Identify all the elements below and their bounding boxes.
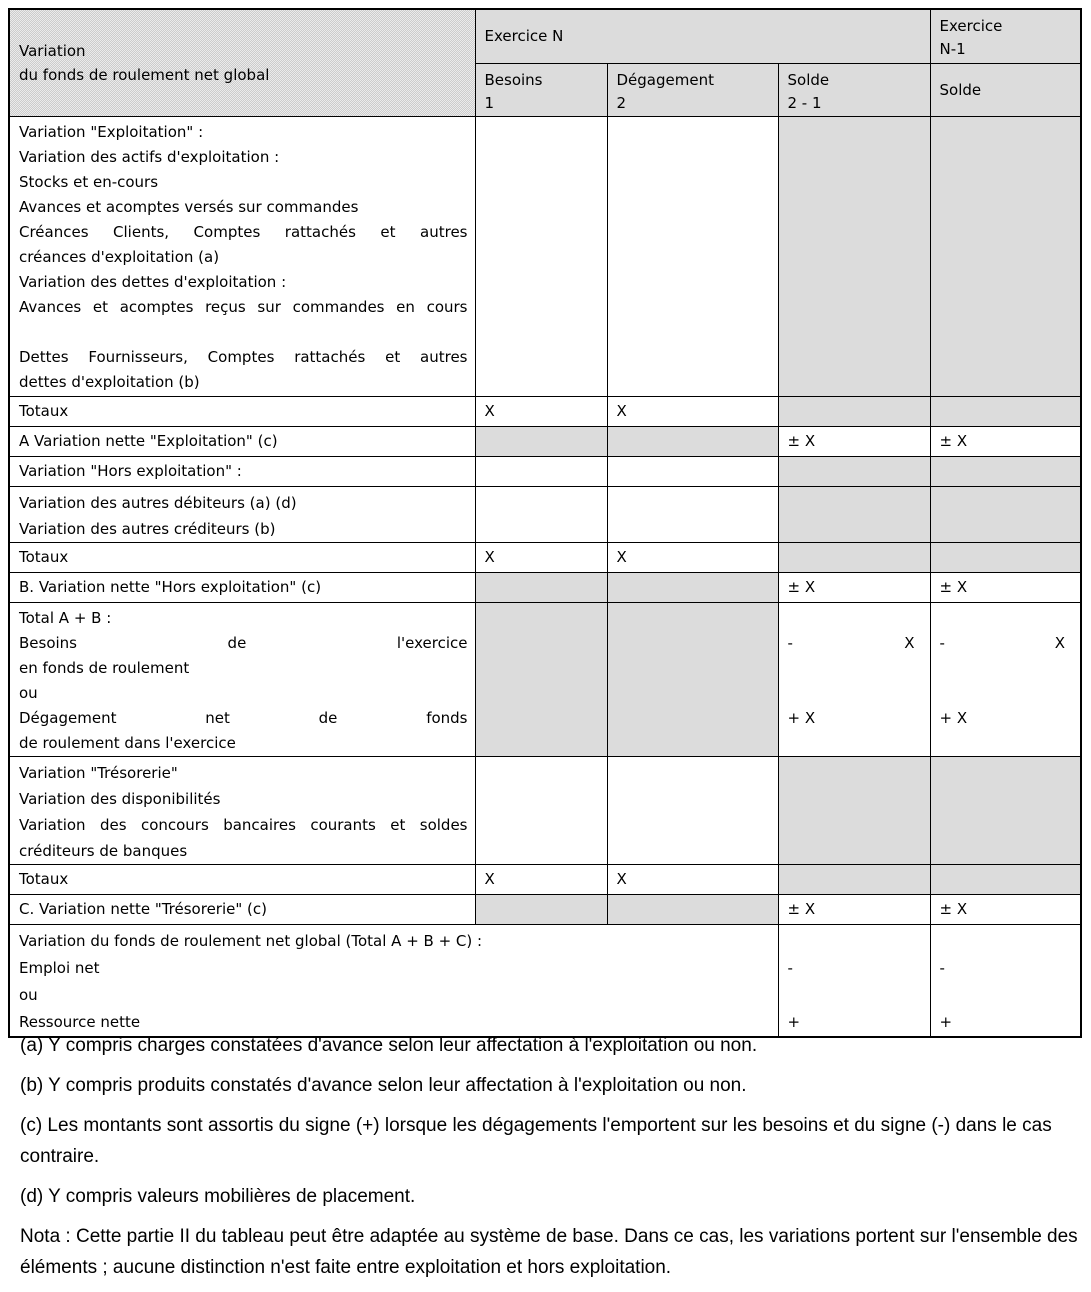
footnote-nota: Nota : Cette partie II du tableau peut être adaptée au système de base. Dans ce cas, les variations portent sur l'ensemble des éléments ; aucune distinction n'est faite entre exploitation et hors exploitation. <box>20 1226 1078 1278</box>
table-text-line: créances d'exploitation (a) <box>19 247 220 266</box>
header-solde-n1: Solde <box>930 63 1081 116</box>
cell-totaux-label: Totaux <box>9 542 475 572</box>
cell-totaux-label: Totaux <box>9 864 475 894</box>
table-text-line: Variation du fonds de roulement net global (Total A + B + C) : <box>19 931 483 950</box>
cell-a-label: A Variation nette "Exploitation" (c) <box>9 426 475 456</box>
value-line <box>940 928 1074 955</box>
cell-exploitation-n1 <box>930 116 1081 396</box>
cell-hors-header-solde <box>778 456 930 486</box>
header-row-1 <box>9 9 1081 63</box>
value-line-plus: + <box>787 1012 801 1031</box>
footnote-c: (c) Les montants sont assortis du signe (+) lorsque les dégagements l'emportent sur les besoins et du signe (-) dans le cas contraire. <box>20 1115 1052 1167</box>
minus-sign: - <box>787 633 793 652</box>
cell-b-solde: ± X <box>778 572 930 602</box>
cell-exploitation-degagement <box>607 116 778 396</box>
cell-exploitation-besoins <box>475 116 607 396</box>
header-text-line: 2 <box>616 93 627 112</box>
cell-totaux-n1 <box>930 864 1081 894</box>
cell-c-n1: ± X <box>930 894 1081 924</box>
header-degagement <box>607 63 778 116</box>
cell-exploitation-label <box>9 116 475 396</box>
value-line-minus: - <box>939 958 945 977</box>
cell-total-ab-label <box>9 602 475 756</box>
header-text-line: Exercice <box>939 17 1003 35</box>
table-text-line: Variation des concours bancaires courants et soldes <box>19 815 468 834</box>
footnote-a: (a) Y compris charges constatées d'avance selon leur affectation à l'exploitation ou non. <box>20 1035 758 1056</box>
table-text-line: Besoins de l'exercice <box>19 633 468 652</box>
value-line <box>940 731 1074 756</box>
header-text-line: N-1 <box>939 40 966 58</box>
cell-hors-header-n1 <box>930 456 1081 486</box>
row-hors-exploitation-header <box>9 456 1081 486</box>
cell-final-label <box>9 924 778 1037</box>
value-line <box>788 928 923 955</box>
row-totaux-exploitation <box>9 396 1081 426</box>
header-besoins <box>475 63 607 116</box>
value-line-minus-x <box>940 631 1074 656</box>
cell-totaux-solde <box>778 396 930 426</box>
cell-final-n1 <box>930 924 1081 1037</box>
cell-total-ab-degagement <box>607 602 778 756</box>
header-text-line: Besoins <box>484 70 543 89</box>
cell-totaux-degagement: X <box>607 864 778 894</box>
header-label-line: du fonds de roulement net global <box>19 65 270 84</box>
value-line-minus-x <box>788 631 923 656</box>
row-a-variation-nette <box>9 426 1081 456</box>
x-mark: X <box>1054 633 1065 652</box>
cell-totaux-n1 <box>930 542 1081 572</box>
cell-totaux-label: Totaux <box>9 396 475 426</box>
table-text-line: en fonds de roulement <box>19 658 190 677</box>
value-line <box>788 606 923 631</box>
table-text-line: Variation "Exploitation" : <box>19 122 204 141</box>
row-totaux-tresorerie <box>9 864 1081 894</box>
header-text-line: Dégagement <box>616 70 714 89</box>
cell-a-solde: ± X <box>778 426 930 456</box>
value-line <box>788 656 923 681</box>
value-line <box>940 681 1074 706</box>
value-line <box>788 982 923 1009</box>
table-text-line: Ressource nette <box>19 1012 141 1031</box>
row-tresorerie <box>9 756 1081 864</box>
cell-final-solde <box>778 924 930 1037</box>
cell-b-n1: ± X <box>930 572 1081 602</box>
value-line <box>940 606 1074 631</box>
x-mark: X <box>904 633 915 652</box>
variation-frng-table <box>8 8 1082 1038</box>
table-text-line: Variation "Trésorerie" <box>19 763 178 782</box>
cell-tresorerie-degagement <box>607 756 778 864</box>
cell-b-degagement <box>607 572 778 602</box>
row-totaux-hors <box>9 542 1081 572</box>
cell-a-besoins <box>475 426 607 456</box>
cell-c-label: C. Variation nette "Trésorerie" (c) <box>9 894 475 924</box>
cell-a-n1: ± X <box>930 426 1081 456</box>
header-solde-2-1 <box>778 63 930 116</box>
header-label-line: Variation <box>19 41 86 60</box>
cell-totaux-n1 <box>930 396 1081 426</box>
row-hors-exploitation-detail <box>9 486 1081 542</box>
value-line <box>940 656 1074 681</box>
cell-hors-header-label: Variation "Hors exploitation" : <box>9 456 475 486</box>
value-line <box>940 982 1074 1009</box>
cell-a-degagement <box>607 426 778 456</box>
table-text-line: Variation des disponibilités <box>19 789 221 808</box>
table-text-line: de roulement dans l'exercice <box>19 733 236 752</box>
table-text-line: Variation des dettes d'exploitation : <box>19 272 287 291</box>
cell-total-ab-besoins <box>475 602 607 756</box>
cell-c-besoins <box>475 894 607 924</box>
cell-hors-header-besoins <box>475 456 607 486</box>
table-text-line: Créances Clients, Comptes rattachés et autres <box>19 222 468 241</box>
cell-b-besoins <box>475 572 607 602</box>
table-text-line: Dettes Fournisseurs, Comptes rattachés et autres <box>19 347 468 366</box>
cell-hors-detail-solde <box>778 486 930 542</box>
header-text-line: 2 - 1 <box>787 93 822 112</box>
cell-hors-detail-besoins <box>475 486 607 542</box>
cell-hors-header-degagement <box>607 456 778 486</box>
cell-hors-detail-n1 <box>930 486 1081 542</box>
table-text-line: ou <box>19 985 38 1004</box>
cell-b-label: B. Variation nette "Hors exploitation" (c) <box>9 572 475 602</box>
header-exercice-n1 <box>930 9 1081 63</box>
table-text-line <box>19 320 468 345</box>
cell-total-ab-n1 <box>930 602 1081 756</box>
table-text-line: Stocks et en-cours <box>19 172 159 191</box>
row-total-a-b <box>9 602 1081 756</box>
table-text-line: Emploi net <box>19 958 100 977</box>
table-text-line: Variation des autres créditeurs (b) <box>19 519 276 538</box>
cell-totaux-besoins: X <box>475 396 607 426</box>
value-line-minus: - <box>787 958 793 977</box>
cell-totaux-degagement: X <box>607 396 778 426</box>
footnotes <box>20 1030 1078 1292</box>
row-exploitation <box>9 116 1081 396</box>
row-variation-frng-total <box>9 924 1081 1037</box>
table-text-line: Avances et acomptes versés sur commandes <box>19 197 359 216</box>
table-text-line: dettes d'exploitation (b) <box>19 372 200 391</box>
value-line <box>788 731 923 756</box>
header-exercice-n: Exercice N <box>475 9 930 63</box>
cell-totaux-solde <box>778 864 930 894</box>
table-text-line: Variation des actifs d'exploitation : <box>19 147 280 166</box>
cell-totaux-besoins: X <box>475 542 607 572</box>
cell-totaux-solde <box>778 542 930 572</box>
cell-exploitation-solde <box>778 116 930 396</box>
value-line-plus-x: + X <box>787 708 816 727</box>
value-line <box>788 681 923 706</box>
cell-hors-detail-label <box>9 486 475 542</box>
cell-totaux-besoins: X <box>475 864 607 894</box>
table-text-line: ou <box>19 683 38 702</box>
value-line-plus: + <box>939 1012 953 1031</box>
minus-sign: - <box>939 633 945 652</box>
table-text-line: Variation des autres débiteurs (a) (d) <box>19 493 297 512</box>
footnote-b: (b) Y compris produits constatés d'avance selon leur affectation à l'exploitation ou non. <box>20 1075 747 1096</box>
cell-c-solde: ± X <box>778 894 930 924</box>
row-c-variation-nette <box>9 894 1081 924</box>
cell-tresorerie-besoins <box>475 756 607 864</box>
cell-c-degagement <box>607 894 778 924</box>
header-variation-frng <box>9 9 475 116</box>
cell-tresorerie-solde <box>778 756 930 864</box>
row-b-variation-nette <box>9 572 1081 602</box>
value-line-plus-x: + X <box>939 708 968 727</box>
header-text-line: Solde <box>787 70 830 89</box>
table-text-line: Avances et acomptes reçus sur commandes en cours <box>19 297 468 316</box>
table-text-line: Dégagement net de fonds <box>19 708 468 727</box>
table-text-line: créditeurs de banques <box>19 841 188 860</box>
cell-totaux-degagement: X <box>607 542 778 572</box>
table-text-line: Total A + B : <box>19 608 112 627</box>
cell-hors-detail-degagement <box>607 486 778 542</box>
cell-tresorerie-n1 <box>930 756 1081 864</box>
header-text-line: 1 <box>484 93 495 112</box>
footnote-d: (d) Y compris valeurs mobilières de placement. <box>20 1186 416 1207</box>
cell-total-ab-solde <box>778 602 930 756</box>
cell-tresorerie-label <box>9 756 475 864</box>
